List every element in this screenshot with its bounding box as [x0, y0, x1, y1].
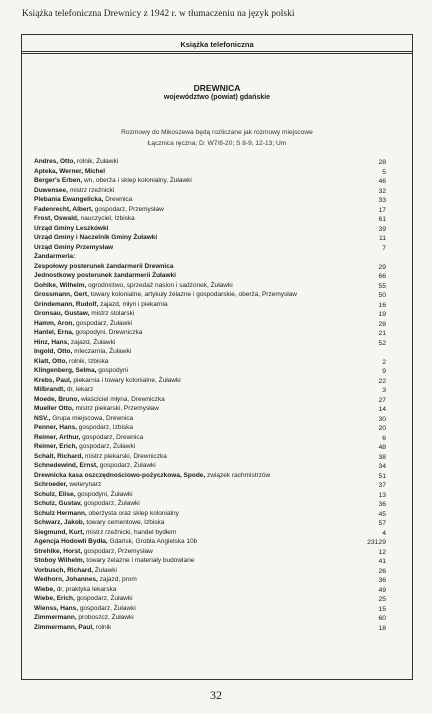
entry-text [34, 186, 114, 196]
list-item [22, 537, 412, 547]
entry-description: mistrz piekarski, Drewniczka [83, 452, 167, 460]
entry-name: Moede, Bruno, [34, 395, 80, 403]
entry-text [34, 290, 297, 300]
entry-text [34, 205, 164, 215]
entry-description: nauczyciel, Izbiska [78, 215, 135, 222]
phone-number: 22 [378, 377, 386, 385]
entry-name: Schulz Hermann, [34, 509, 87, 517]
list-item [22, 385, 412, 395]
phone-number: 51 [378, 472, 386, 480]
list-item [22, 157, 412, 167]
entry-description: mleczarnia, Żuławki [72, 348, 132, 355]
list-item [22, 309, 412, 319]
entry-name: Schulz, Gustav, [34, 500, 82, 507]
entry-description: gospodarz, Izbiska [77, 424, 134, 431]
entry-name: Schulz, Elise, [34, 490, 76, 498]
entry-name: Schnedewind, Ernst, [34, 462, 98, 469]
entry-text [34, 338, 115, 348]
entry-name: Wiebe, Erich, [34, 595, 75, 602]
entry-description: weterynarz [67, 481, 102, 488]
phone-number: 27 [378, 396, 386, 404]
entry-text [34, 366, 128, 376]
phone-number: 29 [378, 263, 386, 271]
list-item [22, 509, 412, 519]
entry-name: Hinz, Hans, [34, 338, 70, 346]
phone-number: 15 [378, 605, 386, 613]
phone-number: 23129 [367, 539, 386, 546]
entry-text [34, 319, 132, 329]
phone-number: 12 [378, 548, 386, 556]
phone-number: 61 [378, 216, 386, 223]
list-item [22, 328, 412, 338]
entry-description: gospodarz, Żuławki [74, 319, 133, 327]
entry-name: Duwensee, [34, 186, 68, 194]
entry-text [34, 309, 134, 319]
phone-number: 49 [378, 586, 386, 594]
entry-text [34, 262, 173, 272]
entry-text [34, 528, 176, 538]
entry-text [34, 461, 156, 471]
entry-name: Siegmund, Kurt, [34, 528, 85, 536]
entry-name: Gronsau, Gustaw, [34, 310, 90, 317]
entry-text [34, 480, 101, 490]
entry-name: Agencja Hodowli Bydła, [34, 538, 108, 545]
entry-text [34, 566, 117, 576]
entry-name: NSV., [34, 414, 51, 422]
phone-number: 37 [378, 482, 386, 489]
entry-description: mistrz rzeźnicki [67, 186, 115, 194]
entry-name: Mueller Otto, [34, 405, 74, 412]
entry-description: gospodarz, Przemysław [93, 205, 164, 213]
region-subtitle: województwo (powiat) gdańskie [163, 94, 271, 101]
entry-text [34, 347, 131, 357]
list-item [22, 480, 412, 490]
list-item [22, 366, 412, 376]
phone-number: 19 [378, 311, 386, 318]
entry-name: Andres, Otto, [34, 158, 76, 165]
phone-number: 41 [378, 558, 386, 565]
entry-description: Grupa miejscowa, Drewnica [50, 414, 134, 422]
entry-text [34, 594, 133, 604]
header-note: Książka telefoniczna Drewnicy z 1942 r. w tłumaczeniu na język polski [22, 9, 295, 19]
entry-text [34, 357, 108, 367]
entry-name: Wiebe, [34, 585, 55, 593]
entry-name: Schalt, Richard, [34, 452, 84, 460]
entry-name: Fadenrecht, Albert, [34, 205, 93, 213]
book-title: Książka telefoniczna [180, 40, 254, 49]
entry-text [34, 585, 116, 595]
phone-number: 46 [378, 178, 386, 185]
entry-description: Gdańsk, Grobla Angielska 10b [107, 538, 198, 545]
entry-description: związek rachmistrzów [205, 471, 271, 479]
phone-number: 9 [382, 368, 386, 375]
entry-name: Zimmermann, [34, 614, 77, 621]
phone-number: 5 [382, 168, 386, 176]
entry-text [34, 575, 137, 585]
entry-name: Milbrandt, [34, 386, 66, 393]
entry-name: Grindemann, Rudolf, [34, 300, 99, 308]
entry-list [22, 157, 412, 632]
list-item [22, 604, 412, 614]
entry-text [34, 518, 164, 528]
entry-name: Stoboy Wilhelm, [34, 557, 85, 564]
list-item [22, 395, 412, 405]
list-item [22, 423, 412, 433]
phone-number: 30 [378, 415, 386, 423]
entry-description: mistrz piekarski, Przemysław [73, 405, 159, 412]
list-item [22, 623, 412, 633]
entry-text [34, 623, 111, 633]
entry-description: gospodarz, Żuławki [77, 443, 136, 450]
entry-description: gospodarz, Żuławki [74, 595, 133, 602]
phone-number: 14 [378, 406, 386, 413]
entry-description: gospodarz, Żuławki [97, 462, 156, 469]
list-item [22, 195, 412, 205]
entry-name: Hamm, Aron, [34, 319, 75, 327]
entry-name: Penner, Hans, [34, 424, 77, 431]
list-item [22, 452, 412, 462]
list-item [22, 575, 412, 585]
entry-name: Wienss, Hans, [34, 604, 79, 612]
entry-description: zajazd, prom [97, 576, 137, 583]
list-item [22, 518, 412, 528]
entry-text [34, 395, 165, 405]
entry-text [34, 385, 93, 395]
entry-description: właściciel młyna, Drewniczka [79, 395, 165, 403]
phone-number: 11 [378, 235, 386, 242]
phone-number: 28 [378, 159, 386, 166]
entry-description: gospodarz, Żuławki [78, 604, 136, 612]
entry-description: dr, lekarz [65, 386, 94, 393]
list-item [22, 357, 412, 367]
entry-text [34, 556, 194, 566]
list-item [22, 243, 412, 253]
entry-description: zajazd, Żuławki [69, 338, 116, 346]
entry-description: mistrz rzeźnicki, handel bydłem [84, 528, 177, 536]
page-number: 32 [210, 688, 222, 702]
entry-text [34, 509, 179, 519]
place-title: DREWNICA [193, 83, 241, 93]
list-item [22, 471, 412, 481]
entry-description: towary żelazne i materiały budowlane [84, 557, 195, 564]
list-item [22, 556, 412, 566]
list-item [22, 347, 412, 357]
entry-description: Drewnica [103, 196, 133, 203]
list-item [22, 613, 412, 623]
list-item [22, 585, 412, 595]
list-item [22, 566, 412, 576]
entry-description: wn, oberża i sklep kolonialny, Żuławki [82, 177, 192, 184]
phone-number: 13 [378, 491, 386, 499]
entry-description: gospodyni [96, 367, 128, 374]
entry-text [34, 328, 142, 338]
phone-number: 32 [378, 187, 386, 195]
entry-text [34, 547, 153, 557]
list-item [22, 281, 412, 291]
phone-number: 60 [378, 615, 386, 622]
entry-name: Krebs, Paul, [34, 376, 72, 384]
entry-text [34, 404, 159, 414]
list-item [22, 490, 412, 500]
phone-number: 7 [382, 244, 386, 252]
list-item [22, 319, 412, 329]
entry-name: Frost, Oswald, [34, 215, 79, 222]
phone-number: 36 [378, 501, 386, 508]
entry-text [34, 442, 135, 452]
phone-number: 38 [378, 453, 386, 461]
phone-number: 45 [378, 510, 386, 518]
phone-number: 6 [382, 434, 386, 442]
list-item [22, 214, 412, 224]
list-item [22, 594, 412, 604]
phone-number: 18 [378, 624, 386, 632]
phone-number: 25 [378, 596, 386, 603]
list-item [22, 176, 412, 186]
entry-name: Urząd Gminy Leszkówki [34, 224, 109, 232]
entry-description: proboszcz, Żuławki [76, 614, 134, 621]
phone-number: 33 [378, 197, 386, 204]
entry-description: rolnik, Żuławki [75, 158, 119, 165]
entry-description: towary cementowe, Izbiska [84, 519, 165, 526]
entry-text [34, 537, 197, 547]
entry-text [34, 195, 132, 205]
entry-name: Zimmermann, Paul, [34, 623, 94, 631]
list-item [22, 404, 412, 414]
entry-name: Schroeder, [34, 481, 68, 488]
entry-description: zajazd, młyn i piekarnia [98, 300, 168, 308]
phone-number: 34 [378, 463, 386, 470]
entry-text [34, 423, 133, 433]
entry-description: gospodarz, Żuławki [81, 500, 140, 507]
list-item [22, 167, 412, 177]
entry-text [34, 167, 105, 177]
entry-name: Berger's Erben, [34, 177, 83, 184]
list-item [22, 271, 412, 281]
phone-number: 48 [378, 444, 386, 451]
entry-description: gospodyni, Żuławki [75, 490, 133, 498]
list-item [22, 338, 412, 348]
entry-description: Żuławki [93, 566, 117, 574]
list-item [22, 290, 412, 300]
list-item [22, 414, 412, 424]
entry-text [34, 433, 143, 443]
entry-name: Plebania Ewangelicka, [34, 196, 104, 203]
list-item [22, 376, 412, 386]
entry-name: Reimer, Erich, [34, 443, 78, 450]
entry-text [34, 471, 270, 481]
entry-text [34, 490, 133, 500]
phone-number: 26 [378, 567, 386, 575]
phone-number: 36 [378, 577, 386, 584]
entry-description: ogrodnictwo, sprzedaż nasion i sadzonek, Żuławki [86, 281, 233, 289]
phone-number: 21 [378, 330, 386, 337]
entry-name: Klatt, Otto, [34, 357, 68, 365]
entry-text [34, 271, 176, 281]
entry-text [34, 613, 134, 623]
entry-description: dr, praktyka lekarska [54, 585, 117, 593]
entry-name: Schwarz, Jakob, [34, 519, 85, 526]
list-item [22, 433, 412, 443]
phone-number: 3 [382, 387, 386, 394]
entry-name: Zespołowy posterunek żandarmerii Drewnica [34, 262, 174, 270]
phone-number: 57 [378, 520, 386, 527]
list-item [22, 499, 412, 509]
entry-text [34, 414, 133, 424]
entry-name: Strehlke, Horst, [34, 547, 83, 555]
entry-description: oberżysta oraz sklep kolonialny [86, 509, 179, 517]
entry-text [34, 252, 75, 262]
phone-number: 55 [378, 282, 386, 290]
entry-name: Apteka, Werner, Michel [34, 167, 106, 175]
entry-description: rolnik [93, 623, 112, 631]
phone-number: 66 [378, 273, 386, 280]
entry-description: towary kolonialne, artykuły żelazne i gospodarskie, oberża, Przemysław [88, 291, 298, 298]
list-item [22, 186, 412, 196]
entry-text [34, 499, 140, 509]
phone-number: 20 [378, 425, 386, 432]
entry-description: gospodarz, Przemysław [82, 547, 153, 555]
entry-description: gospodarz, Drewnica [80, 433, 144, 441]
list-item [22, 461, 412, 471]
phone-number: 16 [378, 301, 386, 309]
list-item [22, 224, 412, 234]
entry-description: mistrz stolarski [89, 310, 135, 317]
entry-name: Klingenberg, Selma, [34, 367, 97, 374]
entry-text [34, 233, 157, 243]
phone-number: 17 [378, 206, 386, 214]
phone-number: 52 [378, 339, 386, 347]
list-item [22, 233, 412, 243]
entry-text [34, 281, 233, 291]
double-rule [22, 51, 412, 54]
calls-note: Rozmowy do Mikoszewa będą rozliczane jak rozmowy miejscowe [121, 129, 313, 136]
list-item [22, 547, 412, 557]
phone-number: 39 [378, 225, 386, 233]
entry-text [34, 300, 168, 310]
entry-description: rolnik, Izbiska [67, 357, 109, 365]
entry-name: Urząd Gminy Przemysław [34, 243, 114, 251]
entry-text [34, 452, 167, 462]
entry-name: Gohlke, Wilhelm, [34, 281, 87, 289]
phone-number: 28 [378, 320, 386, 328]
entry-text [34, 224, 108, 234]
exchange-note: Łącznica ręczna; D: W7/8-20; S 8-9, 12-13; Um [147, 140, 287, 147]
entry-name: Grossmann, Gert, [34, 291, 89, 298]
entry-name: Wedhorn, Johannes, [34, 576, 98, 583]
entry-text [34, 214, 135, 224]
entry-name: Drewnicka kasa oszczędnościowo-pożyczkowa, Spode, [34, 471, 206, 479]
phone-number: 50 [378, 292, 386, 299]
list-item [22, 262, 412, 272]
entry-text [34, 176, 192, 186]
entry-text [34, 157, 118, 167]
list-item [22, 252, 412, 262]
entry-name: Ingold, Otto, [34, 348, 73, 355]
phone-number: 4 [382, 529, 386, 537]
phonebook-frame [21, 34, 413, 680]
list-item [22, 528, 412, 538]
entry-name: Żandarmeria: [34, 253, 76, 260]
entry-name: Reimer, Arthur, [34, 433, 81, 441]
entry-name: Hantel, Erna, [34, 329, 74, 336]
entry-name: Jednostkowy posterunek żandarmerii Żuławki [34, 272, 176, 279]
entry-name: Urząd Gminy i Naczelnik Gminy Żuławki [34, 234, 158, 241]
list-item [22, 205, 412, 215]
list-item [22, 300, 412, 310]
entry-name: Vorbusch, Richard, [34, 566, 94, 574]
phone-number: 2 [382, 358, 386, 366]
entry-description: piekarnia i towary kolonialne, Żuławki [71, 376, 181, 384]
list-item [22, 442, 412, 452]
entry-description: gospodyni, Drewniczka [73, 329, 143, 336]
entry-text [34, 243, 113, 253]
entry-text [34, 604, 136, 614]
entry-text [34, 376, 181, 386]
